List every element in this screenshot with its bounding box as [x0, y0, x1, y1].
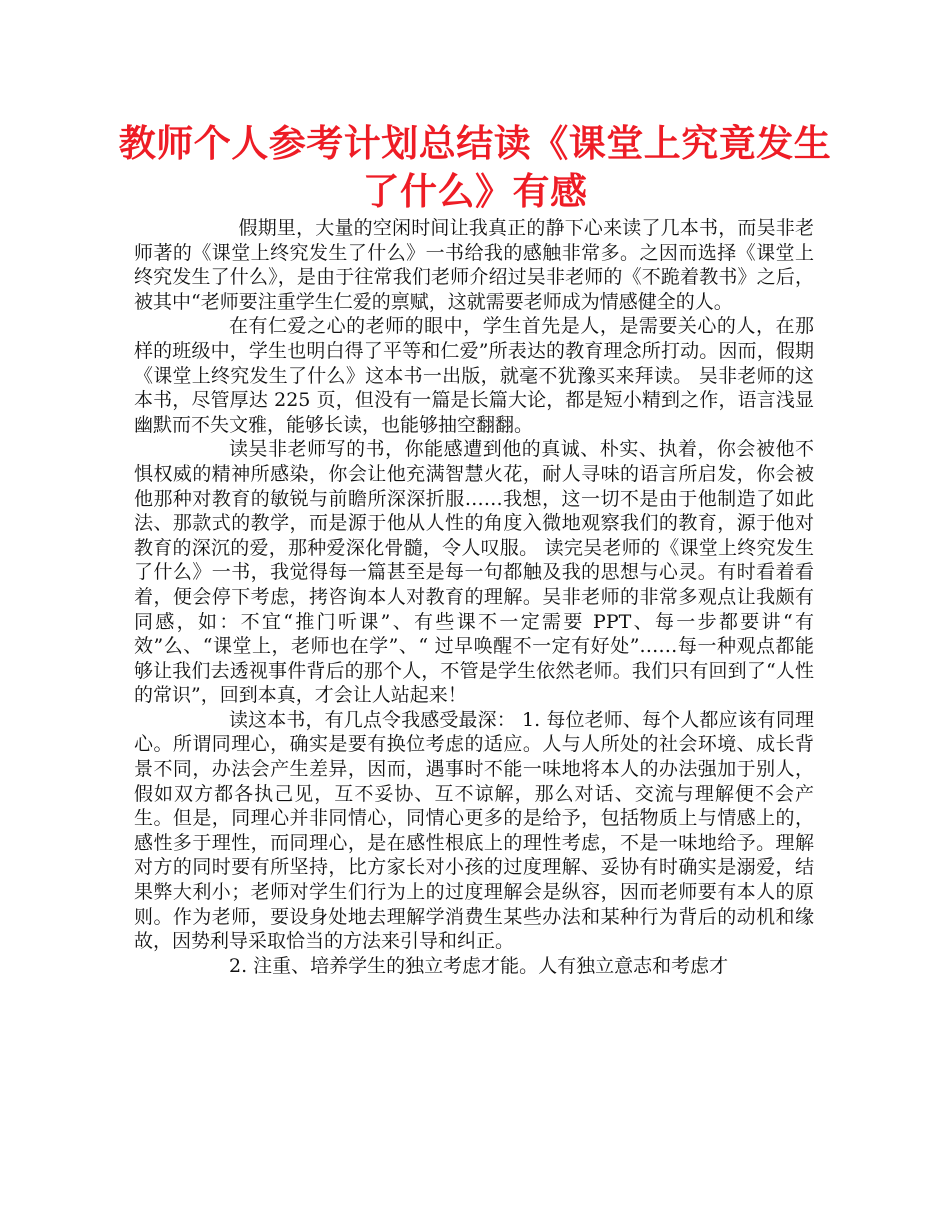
body-paragraph: 假期里，大量的空闲时间让我真正的静下心来读了几本书，而吴非老师著的《课堂上终究发生了什么》一书给我的感触非常多。之因而选择《课堂上终究发生了什么》，是由于往常我们老师介绍过吴非老师的《不跪着教书》之后，被其中“老师要注重学生仁爱的禀赋，这就需要老师成为情感健全的人。	[134, 217, 814, 313]
body-paragraph: 2. 注重、培养学生的独立考虑才能。人有独立意志和考虑才	[229, 954, 729, 977]
body-paragraph: 读吴非老师写的书，你能感遭到他的真诚、朴实、执着，你会被他不惧权威的精神所感染，你会让他充满智慧火花，耐人寻味的语言所启发，你会被他那种对教育的敏锐与前瞻所深深折服……我想，这一切不是由于他制造了如此法、那款式的教学，而是源于他从人性的角度入微地观察我们的教育，源于他对教育的深沉的爱，那种爱深化骨髓，令人叹服。 读完吴老师的《课堂上终究发生了什么》一书，我觉得每一篇甚至是每一句都触及我的思想与心灵。有时看着看着，便会停下考虑，拷咨询本人对教育的理解。吴非老师的非常多观点让我颇有同感，如：不宜“推门听课”、有些课不一定需要 PPT、每一步都要讲“有效”么、“课堂上，老师也在学”、“ 过早唤醒不一定有好处”……每一种观点都能够让我们去透视事件背后的那个人，不管是学生依然老师。我们只有回到了“人性的常识”，回到本真，才会让人站起来！	[134, 438, 814, 707]
body-paragraph: 在有仁爱之心的老师的眼中，学生首先是人，是需要关心的人，在那样的班级中，学生也明白得了平等和仁爱”所表达的教育理念所打动。因而，假期《课堂上终究发生了什么》这本书一出版，就毫不犹豫买来拜读。 吴非老师的这本书，尽管厚达 225 页，但没有一篇是长篇大论，都是短小精到之作，语言浅显幽默而不失文雅，能够长读，也能够抽空翻翻。	[134, 315, 814, 436]
document-body	[134, 216, 814, 978]
document-title: 教师个人参考计划总结读《课堂上究竟发生了什么》有感	[118, 122, 832, 213]
body-paragraph: 读这本书，有几点令我感受最深： 1. 每位老师、每个人都应该有同理心。所谓同理心，确实是要有换位考虑的适应。人与人所处的社会环境、成长背景不同，办法会产生差异，因而，遇事时不能一味地将本人的办法强加于别人，假如双方都各执己见，互不妥协、互不谅解，那么对话、交流与理解便不会产生。但是，同理心并非同情心，同情心更多的是给予，包括物质上与情感上的，感性多于理性，而同理心，是在感性根底上的理性考虑，不是一味地给予。理解对方的同时要有所坚持，比方家长对小孩的过度理解、妥协有时确实是溺爱，结果弊大利小；老师对学生们行为上的过度理解会是纵容，因而老师要有本人的原则。作为老师，要设身处地去理解学消费生某些办法和某种行为背后的动机和缘故，因势利导采取恰当的方法来引导和纠正。	[134, 708, 814, 953]
